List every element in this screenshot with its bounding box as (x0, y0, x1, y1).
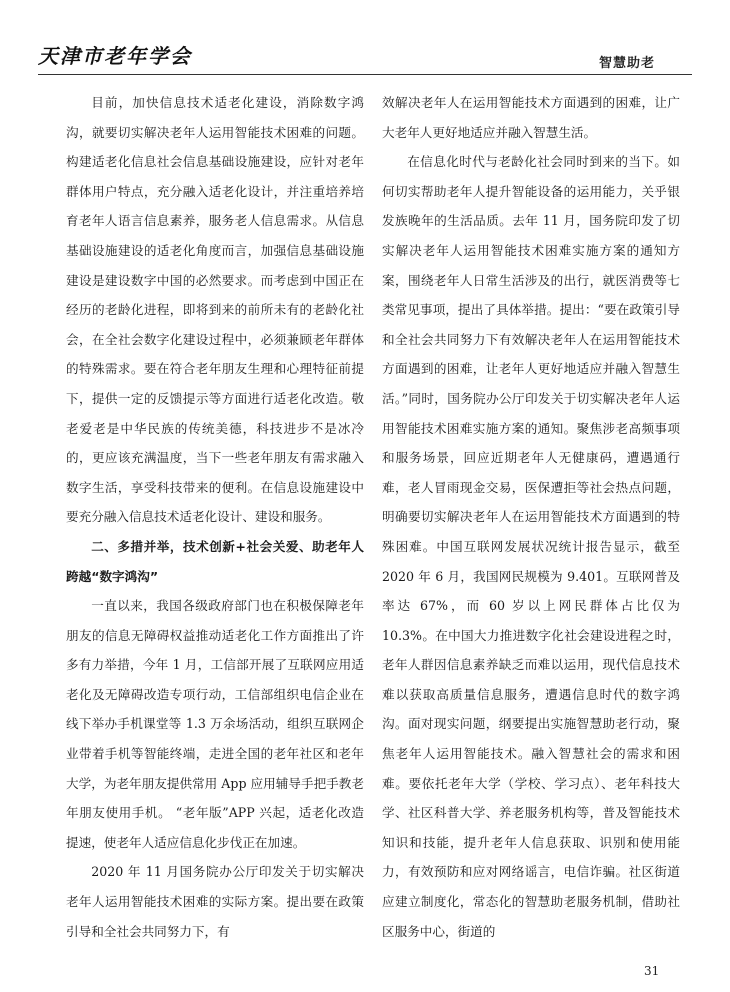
section-heading: 二、多措并举，技术创新+社会关爱、助老年人跨越“数字鸿沟” (66, 538, 364, 584)
paragraph: 在信息化时代与老龄化社会同时到来的当下。如何切实帮助老年人提升智能设备的运用能力，关乎银发族晚年的生活品质。去年 11 月，国务院印发了切实解决老年人运用智能技术困难实施方案的通知方案，围绕老年人日常生活涉及的出行，就医消费等七类常见事项，提出了具体举措。提出：“要在政策引导和全社会共同努力下有效解决老年人在运用智能技术方面遇到的困难，让老年人更好地适应并融入智慧生活。”同时，国务院办公厅印发关于切实解决老年人运用智能技术困难实施方案的通知。聚焦涉老高频事项和服务场景，回应近期老年人无健康码，遭遇通行难，老人冒雨现金交易，医保遭拒等社会热点问题，明确要切实解决老年人在运用智能技术方面遇到的特殊困难。中国互联网发展状况统计报告显示，截至 2020 年 6 月，我国网民规模为 9.401。互联网普及率达 67%，而 60 岁以上网民群体占比仅为 10.3%。在中国大力推进数字化社会建设进程之时，老年人群因信息素养缺乏而难以运用，现代信息技术难以获取高质量信息服务，遭遇信息时代的数字鸿沟。面对现实问题，纲要提出实施智慧助老行动，聚焦老年人运用智能技术。融入智慧社会的需求和困难。要依托老年大学（学校、学习点）、老年科技大学、社区科普大学、养老服务机构等，普及智能技术知识和技能，提升老年人信息获取、识别和使用能力，有效预防和应对网络谣言，电信诈骗。社区街道应建立制度化，常态化的智慧助老服务机制，借助社区服务中心，街道的 (382, 154, 680, 939)
section-title: 智慧助老 (599, 56, 656, 71)
page-number: 31 (644, 964, 660, 978)
header-divider (38, 74, 692, 75)
paragraph: 目前，加快信息技术适老化建设，消除数字鸿沟，就要切实解决老年人运用智能技术困难的问题。构建适老化信息社会信息基础设施建设，应针对老年群体用户特点，充分融入适老化设计，并注重培养培育老年人语言信息素养，服务老人信息需求。从信息基础设施建设的适老化角度而言，加强信息基础设施建设是建设数字中国的必然要求。而考虑到中国正在经历的老龄化进程，即将到来的前所未有的老龄化社会，在全社会数字化建设过程中，必须兼顾老年群体的特殊需求。要在符合老年朋友生理和心理特征前提下，提供一定的反馈提示等方面进行适老化改造。敬老爱老是中华民族的传统美德，科技进步不是冰冷的，更应该充满温度，当下一些老年朋友有需求融入数字生活，享受科技带来的便利。在信息设施建设中要充分融入信息技术适老化设计、建设和服务。 (66, 95, 364, 525)
paragraph-continued: 效解决老年人在运用智能技术方面遇到的困难，让广大老年人更好地适应并融入智慧生活。 (382, 95, 680, 140)
left-column (66, 88, 364, 946)
page-header (0, 0, 730, 80)
paragraph: 一直以来，我国各级政府部门也在积极保障老年朋友的信息无障碍权益推动适老化工作方面推出了许多有力举措，今年 1 月，工信部开展了互联网应用适老化及无障碍改造专项行动，工信部组织电信企业在线下举办手机课堂等 1.3 万余场活动，组织互联网企业带着手机等智能终端，走进全国的老年社区和老年大学，为老年朋友提供常用 App 应用辅导手把手教老年朋友使用手机。 “老年版”APP 兴起，适老化改造提速，使老年人适应信息化步伐正在加速。 (66, 598, 364, 850)
publication-logo: 天津市老年学会 (38, 44, 192, 68)
right-column (382, 88, 680, 946)
paragraph: 2020 年 11 月国务院办公厅印发关于切实解决老年人运用智能技术困难的实际方案。提出要在政策引导和全社会共同努力下，有 (66, 864, 364, 939)
